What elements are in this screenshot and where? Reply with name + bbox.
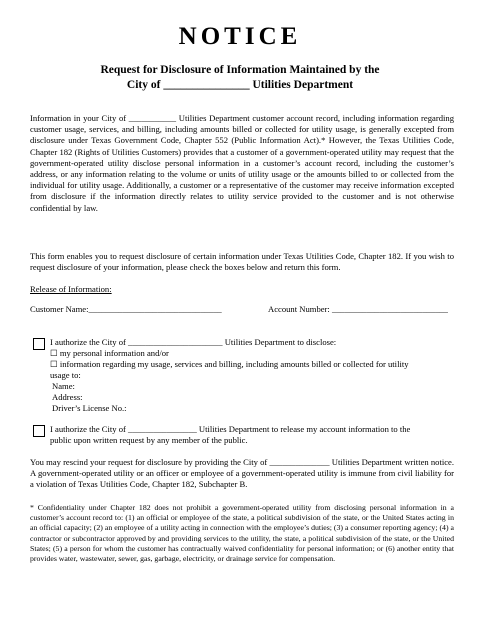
intro-paragraph: Information in your City of ___________ Utilities Department customer account record, including information regarding customer usage, services, and billing, including amounts billed or collected for utility usage, is generally excepted from disclosure under Texas Government Code, Chapter 552 (Public Information Act).* However, the Texas Utilities Code, Chapter 182 (Rights of Utilities Customers) provides that a customer of a government-operated utility may request that the government-operated utility disclose personal information in a customer’s account record, including the customer’s address, or any information relating to the volume or units of utility usage or the amounts billed to or collected from the individual for utility usage. Additionally, a customer or a representative of the customer may receive information excepted from disclosure if the information directly relates to utility service provided to the customer and is not otherwise confidential by law. xyxy=(30,113,454,213)
recipient-address-label: Address: xyxy=(52,392,83,402)
rescind-paragraph: You may rescind your request for disclosure by providing the City of ______________ Utilities Department written notice. A government-operated utility or an officer or employee of a government-operated utility is immune from civil liability for a violation of Texas Utilities Code, Chapter 182, Subchapter B. xyxy=(30,457,454,490)
usage-info-option-cont: usage to: xyxy=(50,370,81,380)
personal-info-option[interactable]: ☐ my personal information and/or xyxy=(50,348,169,358)
customer-name-field[interactable]: Customer Name:_______________________________ xyxy=(30,304,222,314)
option1-text: I authorize the City of ______________________ Utilities Department to disclose: xyxy=(50,337,337,347)
release-heading: Release of Information: xyxy=(30,284,112,294)
authorize-disclosure-checkbox[interactable] xyxy=(33,338,45,350)
recipient-license-label: Driver’s License No.: xyxy=(52,403,127,413)
usage-info-option[interactable]: ☐ information regarding my usage, services and billing, including amounts billed or collected for utility xyxy=(50,359,409,369)
form-instructions-paragraph: This form enables you to request disclosure of certain information under Texas Utilities Code, Chapter 182. If you wish to request disclosure of your information, please check the boxes below and return this form. xyxy=(30,251,454,273)
authorize-public-release-checkbox[interactable] xyxy=(33,425,45,437)
footnote: * Confidentiality under Chapter 182 does not prohibit a government-operated utility from disclosing personal information in a customer’s account record to: (1) an official or employee of the state, a political subdivision of the state, or the United States acting in an official capacity; (2) an employee of a utility acting in connection with the employee’s duties; (3) a consumer reporting agency; (4) a contractor or subcontractor approved by and providing services to the utility, the state, a political subdivision of the state, or the United States; (5) a person for whom the customer has contractually waived confidentiality for personal information; or (6) another entity that provides water, wastewater, sewer, gas, garbage, electricity, or drainage service for compensation. xyxy=(30,503,454,564)
account-number-field[interactable]: Account Number: ___________________________ xyxy=(268,304,448,314)
notice-title: NOTICE xyxy=(178,23,302,50)
option2-line-2: public upon written request by any member of the public. xyxy=(50,435,248,445)
option2-line-1: I authorize the City of ________________ Utilities Department to release my account information to the xyxy=(50,424,411,434)
heading-line-2: City of _______________ Utilities Department xyxy=(126,79,354,91)
recipient-name-label: Name: xyxy=(52,381,75,391)
heading-line-1: Request for Disclosure of Information Maintained by the xyxy=(100,64,380,76)
